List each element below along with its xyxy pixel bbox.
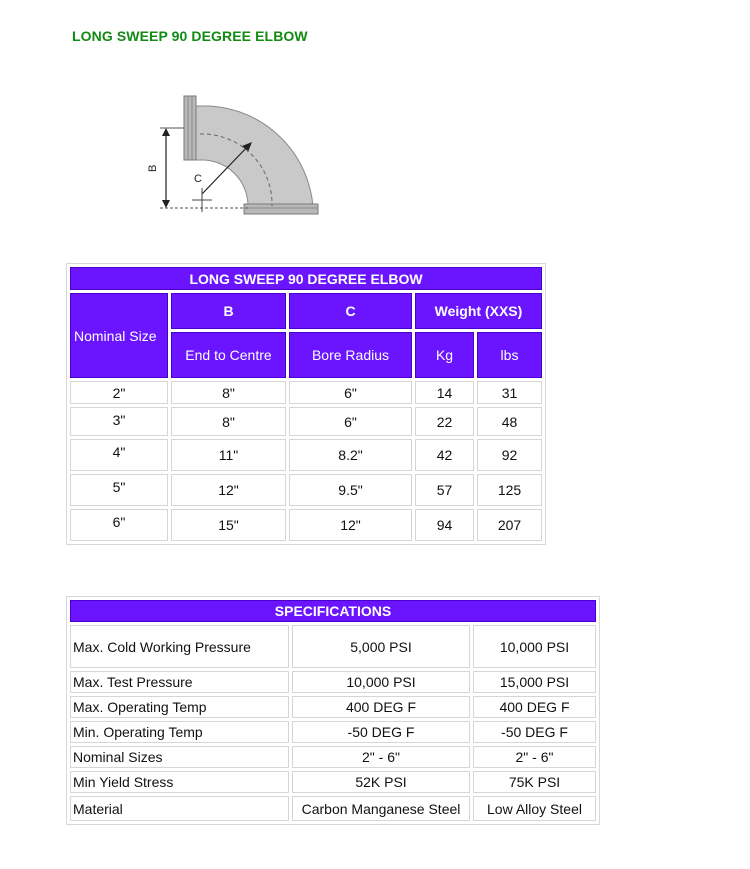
cell-b: 15" — [171, 509, 286, 541]
spec-value-1: -50 DEG F — [292, 721, 470, 743]
spec-value-2: 15,000 PSI — [473, 671, 596, 693]
spec-value-1: 400 DEG F — [292, 696, 470, 718]
cell-kg: 94 — [415, 509, 474, 541]
col-b: B — [171, 293, 286, 329]
cell-c: 9.5" — [289, 474, 412, 506]
spec-value-1: Carbon Manganese Steel — [292, 796, 470, 821]
spec-row — [70, 721, 596, 743]
sub-kg: Kg — [415, 332, 474, 378]
spec-label: Max. Test Pressure — [70, 671, 289, 693]
cell-b: 11" — [171, 439, 286, 471]
spec-value-2: 400 DEG F — [473, 696, 596, 718]
spec-value-1: 10,000 PSI — [292, 671, 470, 693]
table-row — [70, 509, 542, 541]
spec-value-1: 5,000 PSI — [292, 625, 470, 668]
table-row — [70, 407, 542, 436]
elbow-body — [194, 106, 313, 214]
cell-size: 2" — [70, 381, 168, 404]
spec-value-2: Low Alloy Steel — [473, 796, 596, 821]
spec-row — [70, 696, 596, 718]
cell-size: 4" — [70, 439, 168, 471]
spec-label: Min. Operating Temp — [70, 721, 289, 743]
col-weight: Weight (XXS) — [415, 293, 542, 329]
cell-lbs: 92 — [477, 439, 542, 471]
table-row — [70, 439, 542, 471]
dimensions-caption: LONG SWEEP 90 DEGREE ELBOW — [70, 267, 542, 290]
sub-lbs: lbs — [477, 332, 542, 378]
sub-bore-radius: Bore Radius — [289, 332, 412, 378]
cell-lbs: 48 — [477, 407, 542, 436]
spec-label: Min Yield Stress — [70, 771, 289, 793]
dimension-c-label: C — [194, 173, 202, 185]
spec-label: Max. Operating Temp — [70, 696, 289, 718]
spec-value-2: 10,000 PSI — [473, 625, 596, 668]
cell-kg: 22 — [415, 407, 474, 436]
page-title: LONG SWEEP 90 DEGREE ELBOW — [72, 28, 308, 44]
cell-b: 8" — [171, 407, 286, 436]
cell-b: 8" — [171, 381, 286, 404]
sub-end-to-centre: End to Centre — [171, 332, 286, 378]
elbow-diagram — [138, 88, 338, 228]
table-row — [70, 474, 542, 506]
cell-size: 5" — [70, 474, 168, 506]
spec-row — [70, 746, 596, 768]
spec-label: Nominal Sizes — [70, 746, 289, 768]
spec-row — [70, 671, 596, 693]
col-c: C — [289, 293, 412, 329]
table-row — [70, 381, 542, 404]
dimension-b-label: B — [147, 164, 159, 172]
cell-kg: 14 — [415, 381, 474, 404]
col-nominal-size: Nominal Size — [70, 293, 168, 378]
cell-kg: 57 — [415, 474, 474, 506]
specifications-table — [67, 597, 599, 824]
spec-value-1: 2" - 6" — [292, 746, 470, 768]
dimensions-table — [67, 264, 545, 544]
spec-value-2: 2" - 6" — [473, 746, 596, 768]
spec-value-2: -50 DEG F — [473, 721, 596, 743]
cell-kg: 42 — [415, 439, 474, 471]
cell-size: 6" — [70, 509, 168, 541]
cell-b: 12" — [171, 474, 286, 506]
spec-row — [70, 796, 596, 821]
cell-c: 12" — [289, 509, 412, 541]
spec-row — [70, 771, 596, 793]
cell-c: 6" — [289, 407, 412, 436]
cell-c: 6" — [289, 381, 412, 404]
spec-value-2: 75K PSI — [473, 771, 596, 793]
cell-c: 8.2" — [289, 439, 412, 471]
spec-label: Material — [70, 796, 289, 821]
upper-flange — [184, 96, 196, 160]
cell-lbs: 125 — [477, 474, 542, 506]
cell-lbs: 207 — [477, 509, 542, 541]
lower-flange — [244, 204, 318, 214]
spec-row — [70, 625, 596, 668]
cell-size: 3" — [70, 407, 168, 436]
spec-label: Max. Cold Working Pressure — [70, 625, 289, 668]
cell-lbs: 31 — [477, 381, 542, 404]
specifications-caption: SPECIFICATIONS — [70, 600, 596, 622]
spec-value-1: 52K PSI — [292, 771, 470, 793]
